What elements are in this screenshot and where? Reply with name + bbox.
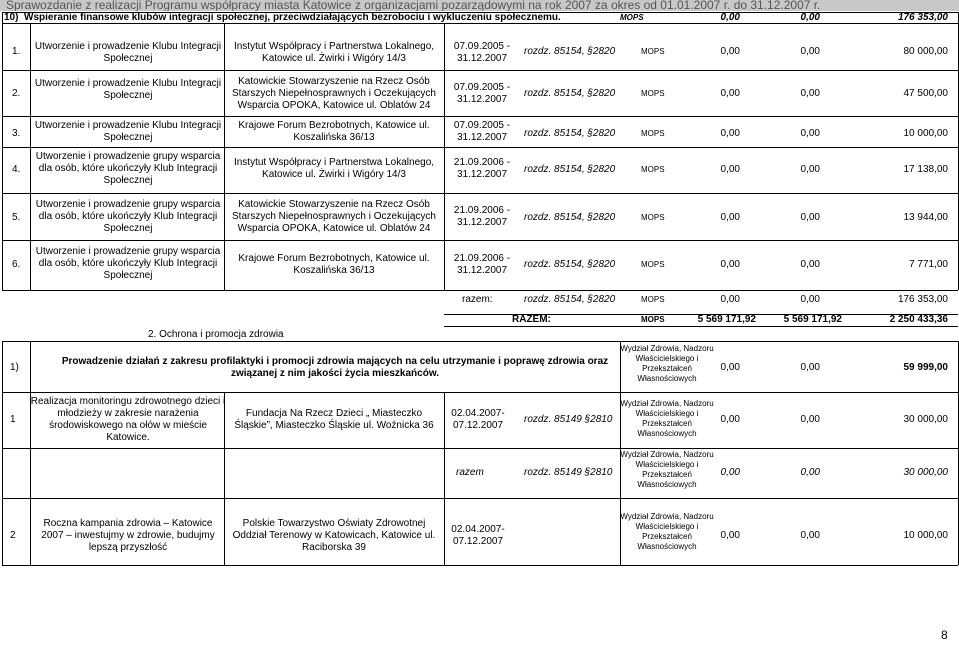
rule	[2, 240, 958, 241]
row-v1: 0,00	[720, 362, 740, 373]
subtotal-v1: 0,00	[720, 294, 740, 305]
section-number: 10)	[4, 12, 19, 23]
row-task: Roczna kampania zdrowia – Katowice 2007 – inwestujmy w zdrowie, budujmy lepszą przyszłość	[41, 518, 215, 553]
row-org: Fundacja Na Rzecz Dzieci „ Miasteczko Śląskie”, Miasteczko Śląskie ul. Woźnicka 36	[234, 408, 434, 431]
row-unit: MOPS	[641, 89, 665, 98]
row-v2: 0,00	[800, 414, 820, 425]
row-dates: 07.09.2005 - 31.12.2007	[453, 82, 511, 105]
row-org: Instytut Współpracy i Partnerstwa Lokalnego, Katowice ul. Żwirki i Wigóry 14/3	[233, 41, 435, 64]
row-v2: 0,00	[800, 530, 820, 541]
row-number: 1)	[10, 362, 19, 373]
row-number: 6.	[12, 259, 21, 270]
total-v2: 5 569 171,92	[783, 314, 842, 325]
row-org: Katowickie Stowarzyszenie na Rzecz Osób Starszych Niepełnosprawnych i Oczekujących Wsparcia OPOKA, Katowice ul. Oblatów 24	[232, 199, 436, 234]
row-unit: Wydział Zdrowia, Nadzoru Właścicielskiego i Przekształceń Własnościowych	[620, 344, 714, 383]
section-v2: 0,00	[800, 12, 820, 23]
subtotal-v1: 0,00	[720, 467, 740, 478]
row-org: Instytut Współpracy i Partnerstwa Lokalnego, Katowice ul. Żwirki i Wigóry 14/3	[233, 157, 435, 180]
row-number: 2	[10, 530, 16, 541]
row-org: Krajowe Forum Bezrobotnych, Katowice ul. Koszalińska 36/13	[238, 120, 430, 143]
page-header: Sprawozdanie z realizacji Programu współpracy miasta Katowice z organizacjami pozarządowymi na rok 2007 za okres od 01.01.2007 r. do 31.12.2007 r.	[0, 0, 959, 11]
row-classification: rozdz. 85154, §2820	[524, 46, 616, 57]
rule	[2, 12, 3, 290]
section-title: 2. Ochrona i promocja zdrowia	[148, 329, 284, 340]
row-dates: 02.04.2007- 07.12.2007	[451, 524, 505, 547]
row-v3: 17 138,00	[903, 164, 948, 175]
row-unit: MOPS	[641, 165, 665, 174]
row-v2: 0,00	[800, 212, 820, 223]
subtotal-unit: MOPS	[641, 295, 665, 304]
section-unit: MOPS	[620, 13, 644, 22]
row-v1: 0,00	[720, 128, 740, 139]
row-unit: Wydział Zdrowia, Nadzoru Właścicielskiego i Przekształceń Własnościowych	[620, 399, 714, 438]
rule	[2, 565, 958, 566]
row-task: Utworzenie i prowadzenie Klubu Integracji Społecznej	[34, 41, 222, 64]
rule	[2, 70, 958, 71]
rule	[2, 147, 958, 148]
row-v1: 0,00	[720, 259, 740, 270]
row-unit: Wydział Zdrowia, Nadzoru Właścicielskiego i Przekształceń Własnościowych	[620, 512, 714, 551]
row-v1: 0,00	[720, 212, 740, 223]
subtotal-label: razem:	[462, 294, 493, 305]
rule	[444, 326, 958, 327]
row-v3: 10 000,00	[903, 128, 948, 139]
subtotal-v3: 30 000,00	[903, 467, 948, 478]
row-task: Realizacja monitoringu zdrowotnego dzieci i młodzieży w zakresie narażenia środowiskowego na ołów w mieście Katowice.	[30, 396, 226, 443]
row-classification: rozdz. 85154, §2820	[524, 259, 616, 270]
row-number: 2.	[12, 88, 21, 99]
row-classification: rozdz. 85149 §2810	[524, 414, 613, 425]
subtotal-v2: 0,00	[800, 294, 820, 305]
row-v2: 0,00	[800, 46, 820, 57]
row-dates: 21.09.2006 - 31.12.2007	[453, 253, 511, 276]
row-task: Utworzenie i prowadzenie grupy wsparcia dla osób, które ukończyły Klub Integracji Społecznej	[35, 151, 221, 186]
row-number: 4.	[12, 164, 21, 175]
rule	[2, 392, 958, 393]
row-dates: 21.09.2006 - 31.12.2007	[453, 205, 511, 228]
row-task: Prowadzenie działań z zakresu profilaktyki i promocji zdrowia mających na celu utrzymanie i poprawę zdrowia oraz związanej z nim jakości życia mieszkańców.	[61, 356, 609, 379]
rule	[2, 448, 958, 449]
section-title: Wspieranie finansowe klubów integracji społecznej, przeciwdziałających bezrobociu i wykluczeniu społecznemu.	[24, 12, 561, 23]
row-v3: 47 500,00	[903, 88, 948, 99]
subtotal-label: razem	[456, 467, 484, 478]
rule	[2, 341, 958, 342]
subtotal-v3: 176 353,00	[897, 294, 948, 305]
row-v3: 59 999,00	[903, 362, 948, 373]
row-unit: MOPS	[641, 260, 665, 269]
row-dates: 07.09.2005 - 31.12.2007	[453, 41, 511, 64]
row-number: 3.	[12, 128, 21, 139]
page-number: 8	[941, 628, 948, 642]
row-v3: 30 000,00	[903, 414, 948, 425]
rule	[2, 341, 3, 565]
row-classification: rozdz. 85154, §2820	[524, 212, 616, 223]
rule	[30, 23, 31, 290]
row-dates: 02.04.2007- 07.12.2007	[451, 408, 505, 431]
row-v1: 0,00	[720, 164, 740, 175]
row-classification: rozdz. 85154, §2820	[524, 164, 616, 175]
row-v1: 0,00	[720, 530, 740, 541]
row-task: Utworzenie i prowadzenie Klubu Integracji Społecznej	[34, 78, 222, 101]
row-v3: 10 000,00	[903, 530, 948, 541]
row-classification: rozdz. 85154, §2820	[524, 128, 616, 139]
row-dates: 21.09.2006 - 31.12.2007	[453, 157, 511, 180]
rule	[2, 23, 958, 24]
subtotal-v2: 0,00	[800, 467, 820, 478]
row-v2: 0,00	[800, 128, 820, 139]
row-task: Utworzenie i prowadzenie grupy wsparcia dla osób, które ukończyły Klub Integracji Społecznej	[35, 199, 221, 234]
subtotal-classification: rozdz. 85149 §2810	[524, 467, 613, 478]
rule	[2, 290, 958, 291]
total-v1: 5 569 171,92	[697, 314, 756, 325]
rule	[2, 193, 958, 194]
row-v3: 7 771,00	[909, 259, 948, 270]
row-v2: 0,00	[800, 362, 820, 373]
section-v1: 0,00	[720, 12, 740, 23]
row-v2: 0,00	[800, 88, 820, 99]
row-number: 1	[10, 414, 16, 425]
total-v3: 2 250 433,36	[889, 314, 948, 325]
row-v3: 80 000,00	[903, 46, 948, 57]
row-org: Polskie Towarzystwo Oświaty Zdrowotnej Oddział Terenowy w Katowicach, Katowice ul. Raciborska 39	[232, 518, 436, 553]
row-dates: 07.09.2005 - 31.12.2007	[453, 120, 511, 143]
subtotal-unit: Wydział Zdrowia, Nadzoru Właścicielskiego i Przekształceń Własnościowych	[620, 450, 714, 489]
row-org: Katowickie Stowarzyszenie na Rzecz Osób Starszych Niepełnosprawnych i Oczekujących Wsparcia OPOKA, Katowice ul. Oblatów 24	[232, 76, 436, 111]
rule	[2, 116, 958, 117]
row-classification: rozdz. 85154, §2820	[524, 88, 616, 99]
row-v3: 13 944,00	[903, 212, 948, 223]
subtotal-classification: rozdz. 85154, §2820	[524, 294, 616, 305]
row-unit: MOPS	[641, 213, 665, 222]
total-unit: MOPS	[641, 315, 665, 324]
total-label: RAZEM:	[512, 314, 551, 325]
row-unit: MOPS	[641, 47, 665, 56]
row-v1: 0,00	[720, 46, 740, 57]
row-number: 1.	[12, 46, 21, 57]
row-number: 5.	[12, 212, 21, 223]
rule	[2, 498, 958, 499]
rule	[444, 392, 445, 565]
row-v2: 0,00	[800, 259, 820, 270]
row-v1: 0,00	[720, 88, 740, 99]
rule	[224, 23, 225, 290]
row-unit: MOPS	[641, 129, 665, 138]
row-org: Krajowe Forum Bezrobotnych, Katowice ul. Koszalińska 36/13	[238, 253, 430, 276]
rule	[30, 341, 31, 565]
row-task: Utworzenie i prowadzenie Klubu Integracji Społecznej	[34, 120, 222, 143]
row-v2: 0,00	[800, 164, 820, 175]
section-v3: 176 353,00	[897, 12, 948, 23]
row-v1: 0,00	[720, 414, 740, 425]
row-task: Utworzenie i prowadzenie grupy wsparcia dla osób, które ukończyły Klub Integracji Społecznej	[35, 246, 221, 281]
